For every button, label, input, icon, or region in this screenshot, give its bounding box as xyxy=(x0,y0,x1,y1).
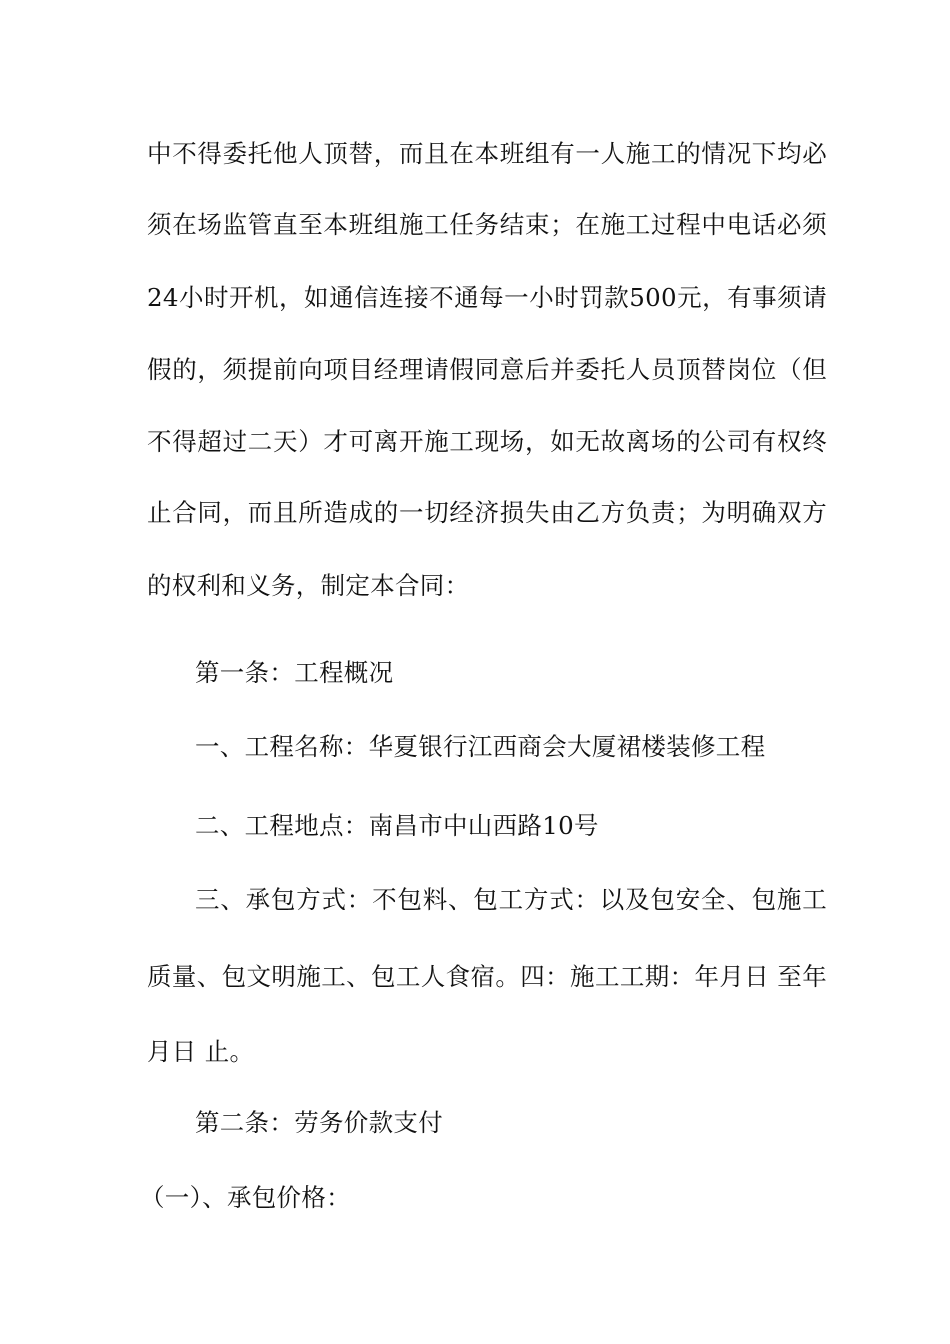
section-heading-article-2: 第二条：劳务价款支付 xyxy=(195,1108,443,1137)
body-text-line-1: 中不得委托他人顶替，而且在本班组有一人施工的情况下均必 xyxy=(147,139,827,168)
body-text-line-2: 须在场监管直至本班组施工任务结束；在施工过程中电话必须 xyxy=(147,210,827,239)
contract-price-heading: （一）、承包价格： xyxy=(140,1183,351,1212)
body-text-line-4: 假的，须提前向项目经理请假同意后并委托人员顶替岗位（但 xyxy=(147,355,827,384)
body-text-line-5: 不得超过二天）才可离开施工现场，如无故离场的公司有权终 xyxy=(147,427,827,456)
body-text-line-3: 24小时开机，如通信连接不通每一小时罚款500元，有事须请 xyxy=(147,283,827,312)
body-text-line-6: 止合同，而且所造成的一切经济损失由乙方负责；为明确双方 xyxy=(147,498,827,527)
contract-method-continuation-line: 质量、包文明施工、包工人食宿。四：施工工期：年月日 至年 xyxy=(147,962,827,991)
construction-period-end-line: 月日 止。 xyxy=(147,1037,255,1066)
project-location-line: 二、工程地点：南昌市中山西路10号 xyxy=(195,811,599,840)
contract-method-line: 三、承包方式：不包料、包工方式：以及包安全、包施工 xyxy=(195,885,827,914)
section-heading-article-1: 第一条：工程概况 xyxy=(195,658,394,687)
body-text-line-7: 的权利和义务，制定本合同： xyxy=(147,571,470,600)
project-name-line: 一、工程名称：华夏银行江西商会大厦裙楼装修工程 xyxy=(195,732,766,761)
